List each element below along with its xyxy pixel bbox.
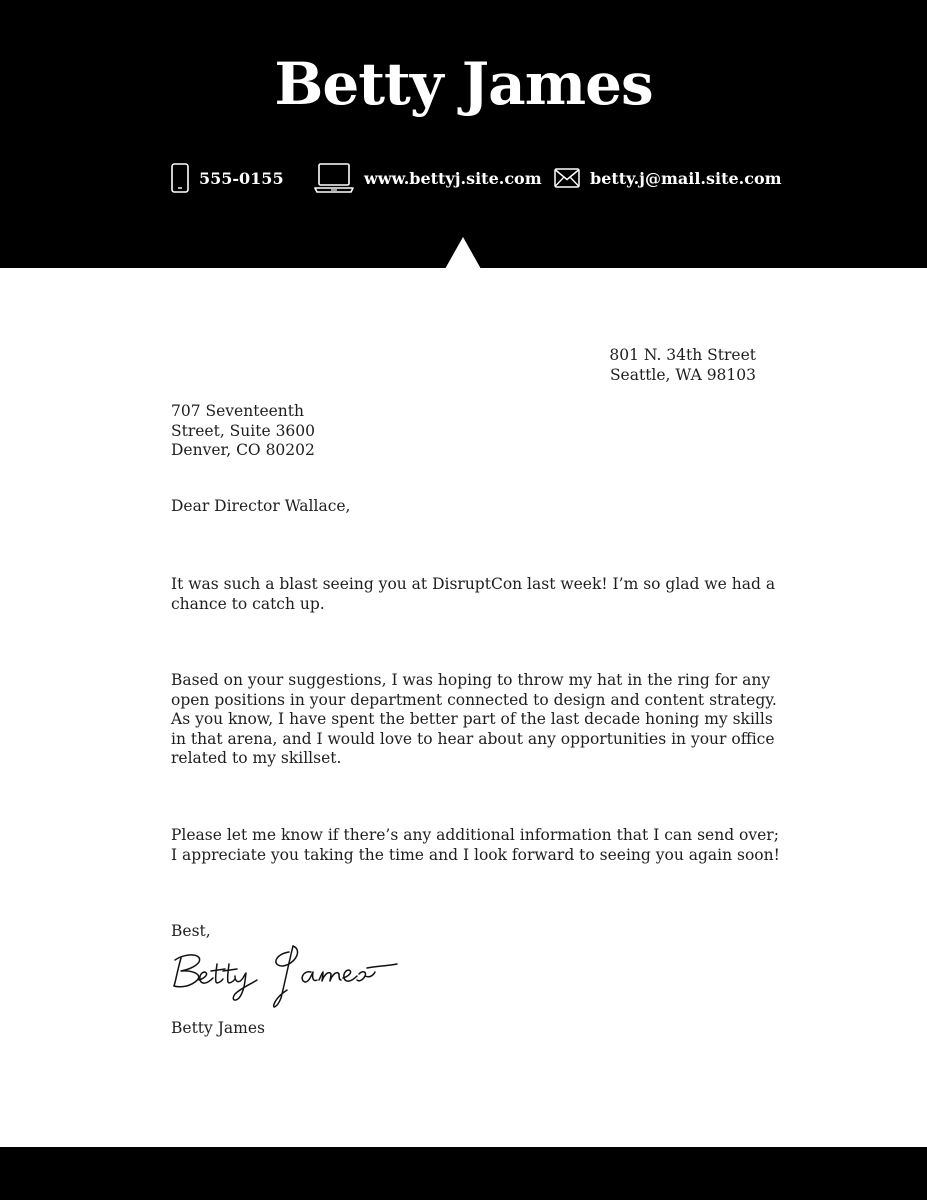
recipient-address-line: Street, Suite 3600 — [171, 421, 316, 440]
paragraph-line: It was such a blast seeing you at DisruptCon last week! I’m so glad we had a — [171, 575, 776, 593]
recipient-address — [171, 402, 756, 461]
website-link[interactable]: www.bettyj.site.com — [364, 168, 542, 188]
paragraph-line: I appreciate you taking the time and I look forward to seeing you again soon! — [171, 845, 780, 864]
closing: Best, — [171, 922, 211, 940]
sender-address — [471, 346, 756, 385]
signer-name: Betty James — [171, 1019, 265, 1037]
paragraph-line: related to my skillset. — [171, 749, 342, 767]
recipient-address-line: 707 Seventeenth — [171, 402, 304, 420]
contact-email — [554, 160, 782, 196]
mail-icon — [554, 168, 580, 188]
phone-number[interactable]: 555-0155 — [199, 168, 284, 188]
recipient-address-line: Denver, CO 80202 — [171, 441, 315, 459]
paragraph-line: Based on your suggestions, I was hoping to throw my hat in the ring for any — [171, 671, 771, 689]
phone-icon — [171, 163, 189, 193]
letterhead — [0, 0, 927, 268]
paragraph-line: As you know, I have spent the better part of the last decade honing my skills — [171, 710, 773, 728]
paragraph-line: in that arena, and I would love to hear about any opportunities in your office — [171, 729, 775, 748]
paragraph-line: Please let me know if there’s any additional information that I can send over; — [171, 826, 779, 844]
paragraph-2 — [171, 671, 777, 769]
footer-bar — [0, 1147, 927, 1200]
email-link[interactable]: betty.j@mail.site.com — [590, 168, 782, 188]
paragraph-line: open positions in your department connected to design and content strategy. — [171, 690, 777, 709]
laptop-icon — [314, 162, 354, 194]
paragraph-line: chance to catch up. — [171, 594, 325, 613]
paragraph-1 — [171, 575, 776, 614]
contact-website — [314, 160, 542, 196]
greeting: Dear Director Wallace, — [171, 497, 351, 515]
sender-address-line: Seattle, WA 98103 — [609, 365, 756, 384]
paragraph-3 — [171, 826, 780, 865]
header-notch — [445, 237, 481, 269]
sender-address-line: 801 N. 34th Street — [609, 346, 756, 364]
handwritten-signature — [171, 942, 401, 1020]
sender-name: Betty James — [274, 50, 653, 118]
contact-phone — [171, 160, 284, 196]
